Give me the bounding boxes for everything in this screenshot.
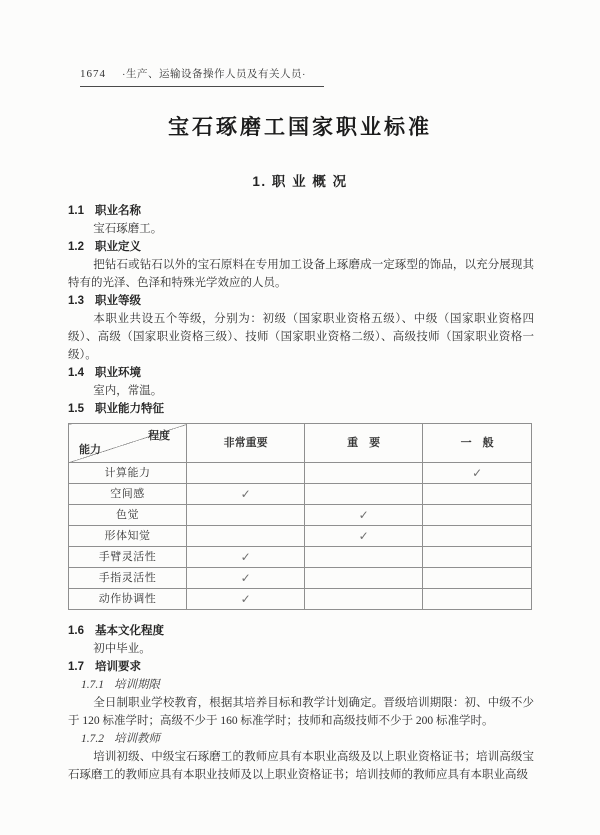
- chapter-heading: 1. 职 业 概 况: [252, 174, 348, 189]
- section-title: 职业环境: [95, 367, 141, 379]
- mark-cell: [423, 547, 532, 568]
- corner-label-ability: 能力: [79, 444, 101, 456]
- section-title: 培训要求: [95, 661, 141, 673]
- mark-cell: [187, 547, 305, 568]
- section-title: 基本文化程度: [95, 625, 164, 637]
- mark-cell: [305, 547, 423, 568]
- section-heading-1-5: [68, 400, 534, 418]
- running-title: ·生产、运输设备操作人员及有关人员·: [122, 68, 306, 80]
- subsection-heading-1-7-1: [81, 676, 534, 694]
- section-title: 职业等级: [95, 295, 141, 307]
- mark-cell: [187, 526, 305, 547]
- check-mark-icon: ✓: [240, 591, 251, 606]
- ability-cell: 形体知觉: [69, 526, 187, 547]
- section-heading-1-7: [68, 658, 534, 676]
- section-heading-1-3: [68, 292, 534, 310]
- ability-cell: 计算能力: [69, 463, 187, 484]
- section-paragraph: 室内，常温。: [93, 385, 163, 397]
- section-paragraph: 把钻石或钻石以外的宝石原料在专用加工设备上琢磨成一定琢型的饰品，以充分展现其特有的光泽、色泽和特殊光学效应的人员。: [68, 259, 534, 289]
- section-paragraph: 初中毕业。: [93, 643, 151, 655]
- check-mark-icon: ✓: [240, 486, 251, 501]
- check-mark-icon: ✓: [240, 549, 251, 564]
- mark-cell: [305, 568, 423, 589]
- section-heading-1-2: [68, 238, 534, 256]
- running-header: [80, 66, 324, 87]
- ability-importance-table: [68, 423, 532, 610]
- section-title: 职业能力特征: [95, 403, 164, 415]
- check-mark-icon: ✓: [472, 465, 483, 480]
- section-number: 1.3: [68, 295, 84, 307]
- section-paragraph: 本职业共设五个等级，分别为：初级（国家职业资格五级）、中级（国家职业资格四级）、高级（国家职业资格三级）、技师（国家职业资格二级）、高级技师（国家职业资格一级）。: [68, 313, 534, 361]
- page-number: 1674: [80, 68, 106, 80]
- diagonal-corner-cell: [69, 424, 187, 463]
- table-row: [69, 463, 532, 484]
- section-title: 职业名称: [95, 205, 141, 217]
- check-mark-icon: ✓: [358, 507, 369, 522]
- document-title: 宝石琢磨工国家职业标准: [168, 116, 432, 139]
- table-row: [69, 526, 532, 547]
- section-number: 1.1: [68, 205, 84, 217]
- subsection-number: 1.7.1: [81, 679, 104, 691]
- ability-cell: 色觉: [69, 505, 187, 526]
- section-title: 职业定义: [95, 241, 141, 253]
- mark-cell: [187, 484, 305, 505]
- mark-cell: [187, 463, 305, 484]
- table-row: [69, 505, 532, 526]
- section-number: 1.2: [68, 241, 84, 253]
- ability-cell: 空间感: [69, 484, 187, 505]
- column-header-very-important: 非常重要: [187, 424, 305, 463]
- column-header-important: 重 要: [305, 424, 423, 463]
- mark-cell: [305, 526, 423, 547]
- check-mark-icon: ✓: [358, 528, 369, 543]
- mark-cell: [187, 589, 305, 610]
- section-paragraph: 宝石琢磨工。: [93, 223, 163, 235]
- subsection-paragraph: 全日制职业学校教育，根据其培养目标和教学计划确定。晋级培训期限：初、中级不少于 120 标准学时；高级不少于 160 标准学时；技师和高级技师不少于 200 标准学时。: [68, 697, 534, 727]
- mark-cell: [423, 526, 532, 547]
- mark-cell: [423, 505, 532, 526]
- mark-cell: [305, 589, 423, 610]
- table-row: [69, 568, 532, 589]
- corner-label-degree: 程度: [148, 430, 171, 442]
- ability-cell: 手指灵活性: [69, 568, 187, 589]
- subsection-number: 1.7.2: [81, 733, 104, 745]
- mark-cell: [423, 463, 532, 484]
- mark-cell: [305, 484, 423, 505]
- check-mark-icon: ✓: [240, 570, 251, 585]
- section-heading-1-1: [68, 202, 534, 220]
- subsection-title: 培训教师: [114, 733, 160, 745]
- mark-cell: [423, 589, 532, 610]
- mark-cell: [305, 463, 423, 484]
- section-number: 1.6: [68, 625, 84, 637]
- section-heading-1-4: [68, 364, 534, 382]
- mark-cell: [423, 484, 532, 505]
- table-row: [69, 589, 532, 610]
- section-number: 1.7: [68, 661, 84, 673]
- subsection-heading-1-7-2: [81, 730, 534, 748]
- mark-cell: [423, 568, 532, 589]
- mark-cell: [187, 568, 305, 589]
- table-header-row: [69, 424, 532, 463]
- mark-cell: [187, 505, 305, 526]
- section-number: 1.4: [68, 367, 84, 379]
- mark-cell: [305, 505, 423, 526]
- ability-cell: 手臂灵活性: [69, 547, 187, 568]
- body-column: [68, 202, 534, 784]
- section-number: 1.5: [68, 403, 84, 415]
- subsection-title: 培训期限: [114, 679, 160, 691]
- ability-cell: 动作协调性: [69, 589, 187, 610]
- table-row: [69, 547, 532, 568]
- subsection-paragraph: 培训初级、中级宝石琢磨工的教师应具有本职业高级及以上职业资格证书；培训高级宝石琢磨工的教师应具有本职业技师及以上职业资格证书；培训技师的教师应具有本职业高级: [68, 751, 534, 781]
- table-row: [69, 484, 532, 505]
- column-header-general: 一 般: [423, 424, 532, 463]
- section-heading-1-6: [68, 622, 534, 640]
